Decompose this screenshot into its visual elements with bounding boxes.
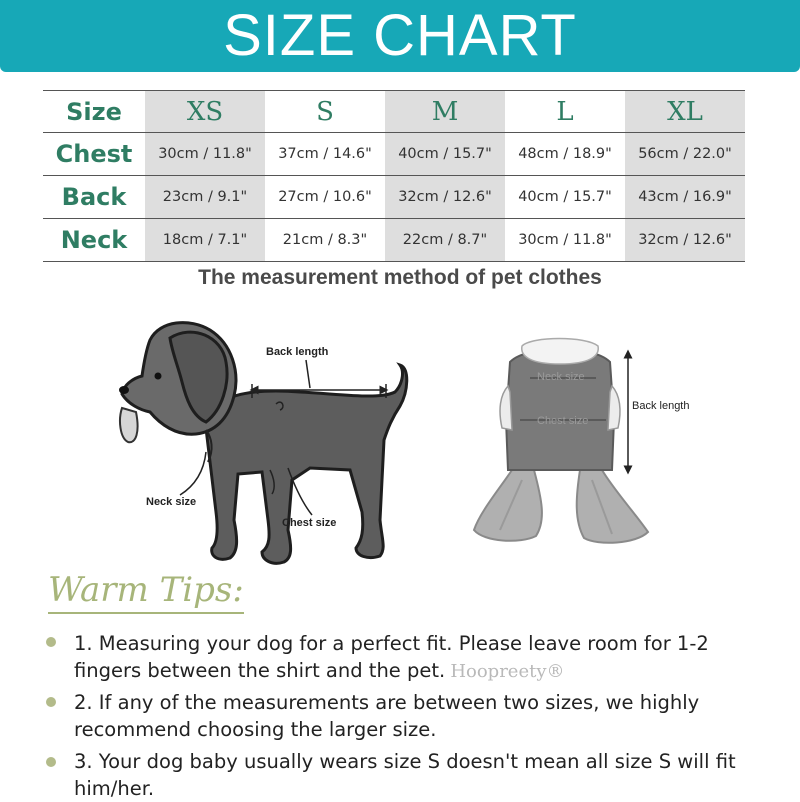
brand-watermark: Hoopreety® (450, 661, 565, 682)
neck-m: 22cm / 8.7" (385, 219, 505, 262)
row-label-neck: Neck (43, 219, 145, 262)
back-xl: 43cm / 16.9" (625, 176, 745, 219)
size-m: M (385, 91, 505, 133)
tip-text-1: 1. Measuring your dog for a perfect fit. Please leave room for 1-2 fingers between the shirt and the pet. (74, 632, 709, 682)
dog-back-length-label: Back length (266, 346, 329, 358)
chest-s: 37cm / 14.6" (265, 133, 385, 176)
size-s: S (265, 91, 385, 133)
chest-xl: 56cm / 22.0" (625, 133, 745, 176)
warm-tips-title: Warm Tips: (48, 568, 244, 614)
chest-m: 40cm / 15.7" (385, 133, 505, 176)
row-label-back: Back (43, 176, 145, 219)
garment-neck-size-label: Neck size (537, 371, 585, 383)
page-title: SIZE CHART (223, 3, 577, 68)
chest-xs: 30cm / 11.8" (145, 133, 265, 176)
neck-l: 30cm / 11.8" (505, 219, 625, 262)
dog-illustration (119, 323, 407, 564)
tip-bullet (46, 637, 56, 647)
dog-chest-size-label: Chest size (282, 517, 337, 529)
size-xl: XL (625, 91, 745, 133)
back-s: 27cm / 10.6" (265, 176, 385, 219)
neck-xs: 18cm / 7.1" (145, 219, 265, 262)
garment-illustration (474, 339, 648, 543)
garment-back-length-label: Back length (632, 400, 690, 412)
garment-chest-size-label: Chest size (537, 415, 589, 427)
back-l: 40cm / 15.7" (505, 176, 625, 219)
dog-neck-size-label: Neck size (146, 496, 197, 508)
back-m: 32cm / 12.6" (385, 176, 505, 219)
neck-s: 21cm / 8.3" (265, 219, 385, 262)
row-label-size: Size (43, 91, 145, 133)
back-xs: 23cm / 9.1" (145, 176, 265, 219)
tip-bullet (46, 757, 56, 767)
tip-item-3: 3. Your dog baby usually wears size S doesn't mean all size S will fit him/her. (74, 750, 736, 800)
size-l: L (505, 91, 625, 133)
tip-item-1 (74, 630, 764, 684)
chest-l: 48cm / 18.9" (505, 133, 625, 176)
tip-item-2: 2. If any of the measurements are between two sizes, we highly recommend choosing the larger size. (74, 691, 700, 741)
size-xs: XS (145, 91, 265, 133)
neck-xl: 32cm / 12.6" (625, 219, 745, 262)
tip-bullet (46, 697, 56, 707)
measurement-method-title: The measurement method of pet clothes (198, 266, 602, 289)
row-label-chest: Chest (43, 133, 145, 176)
